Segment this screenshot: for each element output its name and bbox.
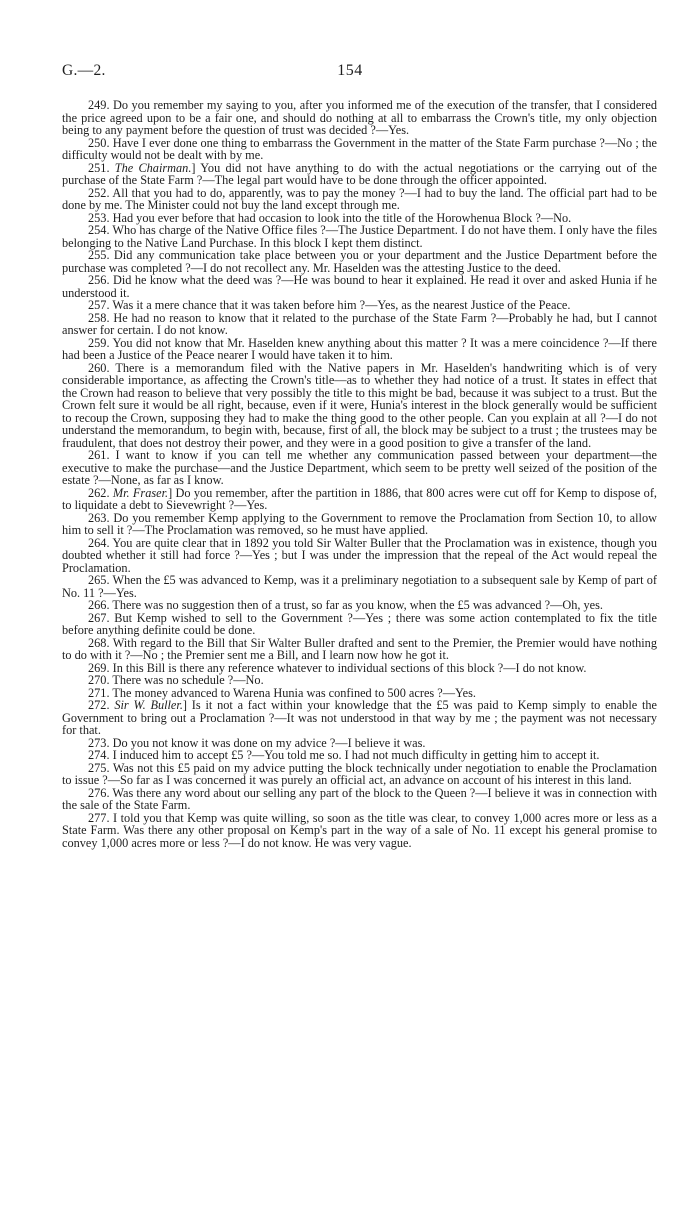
speaker-name: Mr. Fraser. [112, 485, 169, 500]
question-number: 253. [88, 210, 110, 225]
question-answer-text: Do you remember, after the partition in 1886, that 800 acres were cut off for Kemp to dispose of, to liquidate a debt to Sievewright ?—Yes. [62, 485, 657, 512]
testimony-paragraph [62, 224, 657, 249]
testimony-paragraph: 251. The Chairman.] You did not have anything to do with the actual negotiations or the carrying out of the purchase of the State Farm ?—The legal part would have to be done through the officer appointed. [62, 160, 657, 187]
question-number: 261. [88, 448, 110, 462]
speaker-name: Sir W. Buller. [114, 698, 183, 712]
question-answer-text: Was not this £5 paid on my advice putting the block technically under negotiation to enable the Proclamation to issue ?—So far as I was concerned it was purely an official act, an advance on account of his interest in this land. [62, 760, 657, 787]
question-number: 266. [88, 598, 110, 612]
testimony-paragraph: 272. Sir W. Buller.] Is it not a fact within your knowledge that the £5 was paid to Kemp simply to enable the Government to bring out a Proclamation ?—It was not understood in that way by me ; the payment was not necessary for that. [62, 698, 657, 737]
question-answer-text: Was it a mere chance that it was taken before him ?—Yes, as the nearest Justice of the Peace. [112, 298, 571, 312]
question-number: 277. [88, 810, 110, 825]
question-answer-text: There is a memorandum filed with the Native papers in Mr. Haselden's handwriting which is of very considerable importance, as affecting the Crown's title—as to whether they had notice of a trust. It states in effect that the Crown had reason to believe that very possibly the title to this might be bad, because it was subject to a trust. But the Crown felt sure it would be all right, because, even if it were, Hunia's interest in the block generally would be sufficient to recoup the Crown, supposing they had to make the thing good to the other people. Can you explain at all ?—I do not understand the memorandum, to begin with, because, first of all, the block may be subject to a trust ; the trustees may be fraudulent, that does not destroy their power, and they were in a good position to give a transfer of the land. [62, 360, 657, 450]
question-number: 256. [88, 273, 110, 287]
question-answer-text: Do you not know it was done on my advice ?—I believe it was. [112, 735, 426, 750]
question-answer-text: When the £5 was advanced to Kemp, was it a preliminary negotiation to a subsequent sale by Kemp of part of No. 11 ?—Yes. [62, 573, 657, 600]
question-answer-text: There was no suggestion then of a trust, so far as you know, when the £5 was advanced ?—Oh, yes. [112, 598, 604, 612]
question-answer-text: The money advanced to Warena Hunia was confined to 500 acres ?—Yes. [112, 685, 476, 700]
question-number: 273. [88, 735, 110, 750]
question-number: 263. [88, 510, 110, 525]
question-number: 270. [88, 673, 110, 687]
question-number: 254. [88, 223, 110, 237]
question-answer-text: Have I ever done one thing to embarrass the Government in the matter of the State Farm purchase ?—No ; the difficulty would not be dealt with by me. [62, 135, 657, 162]
question-answer-text: Did any communication take place between you or your department and the Justice Department before the purchase was completed ?—I do not recollect any. Mr. Haselden was the attesting Justice to the deed. [62, 248, 658, 275]
page-number: 154 [337, 62, 363, 79]
testimony-paragraph [62, 574, 657, 599]
question-number: 269. [88, 660, 110, 675]
question-answer-text: Did he know what the deed was ?—He was bound to hear it explained. He read it over and asked Hunia if he understood it. [62, 273, 657, 300]
question-number: 259. [88, 335, 110, 350]
question-answer-text: There was no schedule ?—No. [112, 673, 264, 687]
document-reference: G.—2. [62, 62, 106, 79]
question-answer-text: You did not know that Mr. Haselden knew anything about this matter ? It was a mere coincidence ?—If there had been a Justice of the Peace nearer I would have taken it to him. [62, 335, 657, 362]
question-answer-text: All that you had to do, apparently, was to pay the money ?—I had to buy the land. The official part had to be done by me. The Minister could not buy the land except through me. [62, 185, 657, 212]
testimony-paragraph [62, 787, 657, 812]
question-answer-text: With regard to the Bill that Sir Walter Buller drafted and sent to the Premier, the Premier would have nothing to do with it ?—No ; the Premier sent me a Bill, and I learn now how he got it. [62, 635, 657, 662]
testimony-paragraph [62, 137, 657, 162]
question-answer-text: Who has charge of the Native Office files ?—The Justice Department. I do not have them. I only have the files belonging to the Native Land Purchase. In this block I kept them distinct. [62, 223, 657, 250]
question-number: 264. [88, 535, 110, 550]
question-answer-text: I told you that Kemp was quite willing, so soon as the title was clear, to convey 1,000 acres more or less as a State Farm. Was there any other proposal on Kemp's part in the way of a sale of No. 11 except his general promise to convey 1,000 acres more or less ?—I do not know. He was very vague. [62, 810, 658, 850]
question-number: 262. [88, 485, 110, 500]
question-answer-text: But Kemp wished to sell to the Government ?—Yes ; there was some action contemplated to fix the title before anything definite could be done. [62, 610, 657, 637]
question-number: 251. [88, 160, 110, 175]
testimony-paragraph [62, 812, 657, 850]
testimony-paragraph [62, 762, 657, 787]
testimony-body [62, 99, 657, 849]
question-answer-text: Is it not a fact within your knowledge that the £5 was paid to Kemp simply to enable the Government to bring out a Proclamation ?—It was not understood in that way by me ; the payment was not necessary for that. [62, 698, 657, 737]
question-number: 267. [88, 610, 110, 625]
question-answer-text: He had no reason to know that it related to the purchase of the State Farm ?—Probably he had, but I cannot answer for certain. I do not know. [62, 310, 657, 337]
question-answer-text: In this Bill is there any reference whatever to individual sections of this block ?—I do not know. [112, 660, 587, 675]
testimony-paragraph [62, 312, 657, 337]
question-answer-text: Do you remember my saying to you, after you informed me of the execution of the transfer, that I considered the price agreed upon to be a fair one, and should do nothing at all to embarrass the Crown's title, my only objection being to any payment before the question of trust was decided ?—Yes. [62, 98, 657, 137]
testimony-paragraph [62, 637, 657, 662]
question-number: 271. [88, 685, 110, 700]
question-number: 257. [88, 298, 110, 312]
question-answer-text: You are quite clear that in 1892 you told Sir Walter Buller that the Proclamation was in existence, though you doubted whether it still had force ?—Yes ; but I was under the impression that the repeal of the Act would repeal the Proclamation. [62, 535, 657, 575]
question-answer-text: Do you remember Kemp applying to the Government to remove the Proclamation from Section 10, to allow him to sell it ?—The Proclamation was removed, so he must have applied. [62, 510, 657, 537]
question-answer-text: You did not have anything to do with the actual negotiations or the carrying out of the purchase of the State Farm ?—The legal part would have to be done through the officer appointed. [62, 160, 657, 187]
question-number: 249. [88, 98, 110, 112]
question-answer-text: I induced him to accept £5 ?—You told me so. I had not much difficulty in getting him to accept it. [112, 748, 600, 762]
testimony-paragraph [62, 187, 657, 212]
testimony-paragraph [62, 249, 657, 274]
speaker-name: The Chairman. [114, 160, 192, 175]
question-number: 265. [88, 573, 110, 587]
page-header [0, 62, 700, 84]
question-number: 276. [88, 785, 110, 800]
question-number: 250. [88, 135, 110, 150]
testimony-paragraph [62, 449, 657, 487]
question-answer-text: I want to know if you can tell me whether any communication passed between your department—the executive to make the purchase—and the Justice Department, which seem to be pretty well seized of the position of the estate ?—None, as far as I know. [62, 448, 657, 487]
question-number: 258. [88, 310, 110, 325]
testimony-paragraph [62, 537, 657, 575]
question-number: 260. [88, 360, 110, 375]
testimony-paragraph [62, 274, 657, 299]
question-number: 274. [88, 748, 110, 762]
question-number: 255. [88, 248, 110, 262]
question-number: 272. [88, 698, 110, 712]
question-number: 275. [88, 760, 110, 775]
testimony-paragraph [62, 99, 657, 137]
question-answer-text: Was there any word about our selling any part of the block to the Queen ?—I believe it was in connection with the sale of the State Farm. [62, 785, 657, 812]
testimony-paragraph [62, 612, 657, 637]
testimony-paragraph: 262. Mr. Fraser.] Do you remember, after the partition in 1886, that 800 acres were cut off for Kemp to dispose of, to liquidate a debt to Sievewright ?—Yes. [62, 485, 657, 512]
testimony-paragraph [62, 337, 657, 362]
question-answer-text: Had you ever before that had occasion to look into the title of the Horowhenua Block ?—No. [112, 210, 572, 225]
question-number: 268. [88, 635, 110, 650]
testimony-paragraph [62, 362, 657, 450]
testimony-paragraph [62, 512, 657, 537]
question-number: 252. [88, 185, 110, 200]
